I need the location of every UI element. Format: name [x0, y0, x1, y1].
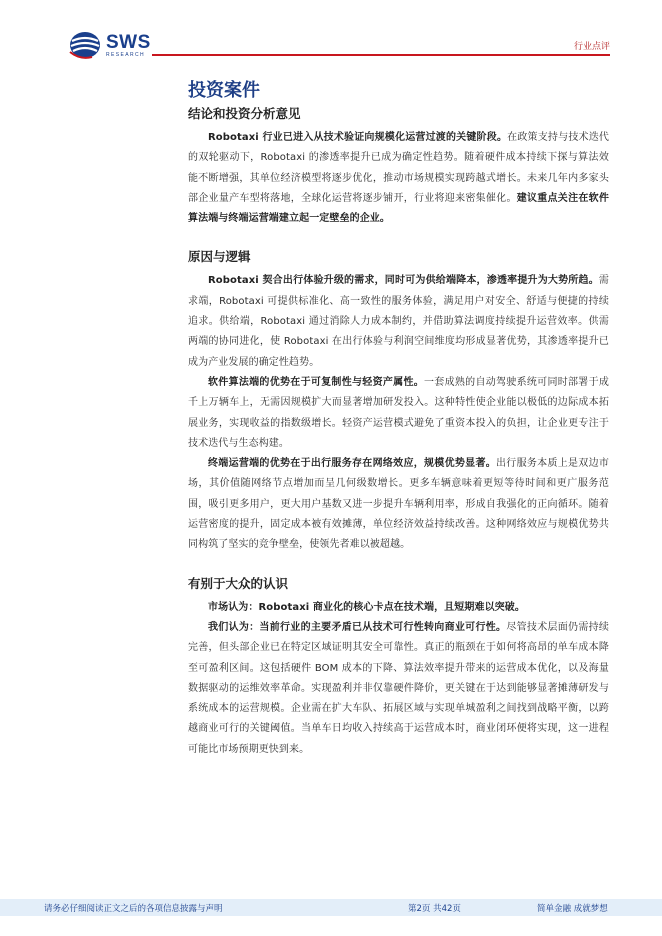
body-paragraph — [188, 598, 609, 618]
body-paragraph — [188, 271, 609, 372]
main-content — [188, 78, 609, 760]
report-type-label: 行业点评 — [573, 42, 610, 52]
page-footer — [0, 899, 662, 916]
sections-container — [188, 104, 609, 760]
body-text: 出行服务本质上是双边市场，其价值随网络节点增加而呈几何级数增长。更多车辆意味着更短等待时间和更广服务范围，吸引更多用户，更大用户基数又进一步提升车辆利用率，形成自我强化的正向循环。随着运营密度的提升，固定成本被有效摊薄，单位经济效益持续改善。这种网络效应与规模优势共同构筑了坚实的竞争壁垒，使领先者难以被超越。 — [188, 458, 609, 551]
bold-text: Robotaxi 契合出行体验升级的需求，同时可为供给端降本，渗透率提升为大势所趋。 — [208, 275, 599, 287]
bold-text: 终端运营端的优势在于出行服务存在网络效应，规模优势显著。 — [208, 458, 497, 470]
section-gap — [188, 229, 609, 247]
body-text: 尽管技术层面仍需持续完善，但头部企业已在特定区域证明其安全可靠性。真正的瓶颈在于如何将高昂的单车成本降至可盈利区间。这包括硬件 BOM 成本的下降、算法效率提升带来的运营成本优化，以及海量数据驱动的运维效率革命。实现盈利并非仅靠硬件降价，更关键在于达到能够显著摊薄研发与系统成本的运营规模。企业需在扩大车队、拓展区域与实现单城盈利之间找到战略平衡，以跨越商业可行的关键阈值。当单车日均收入持续高于运营成本时，商业闭环便将实现，这一进程可能比市场预期更快到来。 — [188, 621, 610, 755]
body-text: 在政策支持与技术迭代的双轮驱动下，Robotaxi 的渗透率提升已成为确定性趋势。随着硬件成本持续下探与算法效能不断增强，其单位经济模型将逐步优化，推动市场规模实现跨越式增长。未来几年内多家头部企业量产车型将落地，全球化运营将逐步铺开，行业将迎来密集催化。 — [188, 132, 610, 204]
logo-subtitle: RESEARCH — [106, 51, 145, 58]
page-number: 第2页 共42页 — [408, 904, 461, 914]
section-title: 原因与逻辑 — [188, 249, 251, 265]
footer-slogan: 简单金融 成就梦想 — [537, 904, 608, 914]
body-paragraph — [188, 373, 609, 454]
bold-text: 市场认为：Robotaxi 商业化的核心卡点在技术端，且短期难以突破。 — [208, 601, 525, 613]
body-text: 一套成熟的自动驾驶系统可同时部署于成千上万辆车上，无需因规模扩大而显著增加研发投入。这种特性使企业能以极低的边际成本拓展业务，实现收益的指数级增长。轻资产运营模式避免了重资本投入的负担，让企业更专注于技术迭代与生态构建。 — [188, 376, 609, 449]
footer-disclaimer: 请务必仔细阅读正文之后的各项信息披露与声明 — [44, 904, 223, 914]
bold-text: 软件算法端的优势在于可复制性与轻资产属性。 — [208, 376, 425, 388]
bold-text: Robotaxi 行业已进入从技术验证向规模化运营过渡的关键阶段。 — [208, 132, 508, 143]
bold-text: 我们认为：当前行业的主要矛盾已从技术可行性转向商业可行性。 — [208, 621, 507, 633]
page-header — [0, 0, 662, 70]
section-title: 有别于大众的认识 — [188, 575, 289, 591]
body-paragraph — [188, 128, 609, 229]
body-paragraph — [188, 618, 609, 760]
body-text: 需求端，Robotaxi 可提供标准化、高一致性的服务体验，满足用户对安全、舒适与便捷的持续追求。供给端，Robotaxi 通过消除人力成本制约，并借助算法调度持续提升运营效率。供需两端的协同进化，使 Robotaxi 在出行体验与利润空间维度均形成显著优势，其渗透率提升已成为产业发展的确定性趋势。 — [188, 275, 609, 368]
header-divider — [152, 54, 610, 56]
logo-globe-icon — [68, 30, 102, 60]
bold-text: 建议重点关注在软件算法端与终端运营端建立起一定壁垒的企业。 — [188, 192, 609, 225]
company-logo — [68, 30, 151, 60]
page-title: 投资案件 — [188, 80, 260, 101]
body-paragraph — [188, 454, 609, 555]
section-gap — [188, 556, 609, 574]
section-title: 结论和投资分析意见 — [188, 106, 301, 121]
logo-name: SWS — [106, 31, 151, 53]
